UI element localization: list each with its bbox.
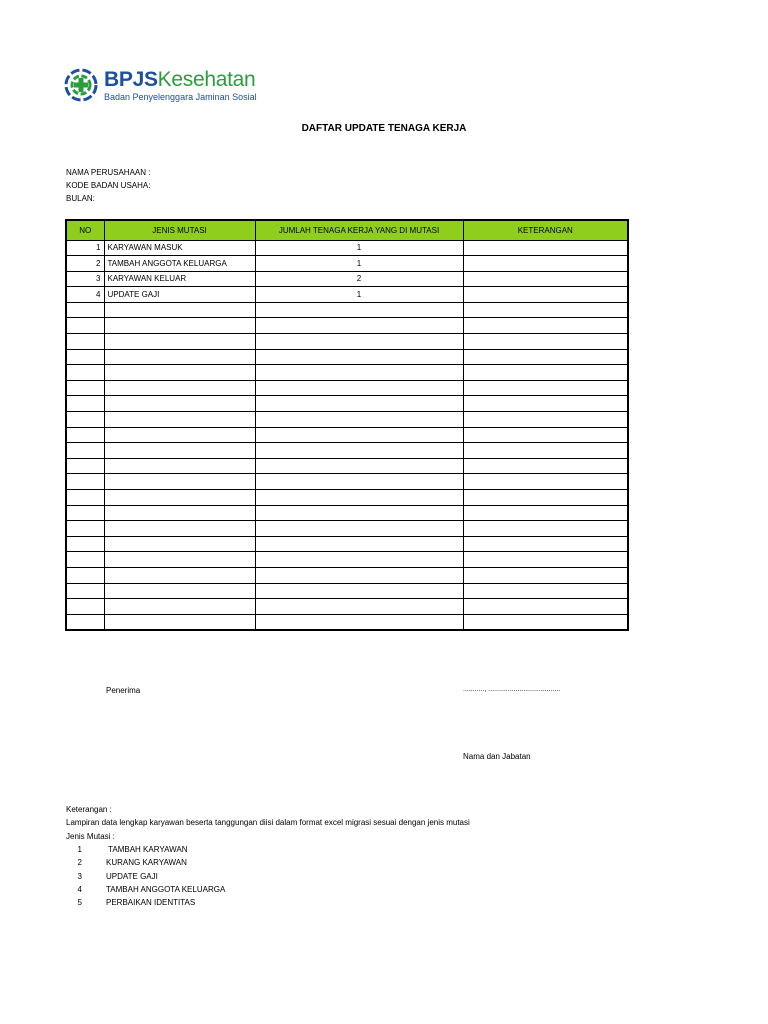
name-title-label: Nama dan Jabatan [463, 752, 531, 761]
remarks-cell [463, 521, 628, 537]
employee-count-cell [255, 490, 463, 506]
place-date-line: ..........., ..................................... [463, 686, 561, 693]
mutation-type-cell [104, 614, 255, 630]
remarks-cell [463, 490, 628, 506]
mutation-type-label: TAMBAH ANGGOTA KELUARGA [106, 885, 226, 895]
mutation-type-cell [104, 599, 255, 615]
mutation-type-item [66, 896, 225, 909]
table-row [66, 380, 628, 396]
table-row [66, 521, 628, 537]
mutation-type-item [66, 870, 225, 883]
logo-brand [104, 69, 257, 90]
table-row [66, 458, 628, 474]
row-number-cell [66, 365, 104, 381]
bpjs-emblem-icon [64, 68, 98, 102]
employee-count-cell: 1 [255, 240, 463, 256]
mutation-type-number: 3 [77, 871, 82, 881]
remarks-cell [463, 396, 628, 412]
notes-section [66, 803, 470, 843]
employee-count-cell [255, 474, 463, 490]
table-row [66, 365, 628, 381]
mutation-type-cell [104, 318, 255, 334]
employee-count-cell [255, 396, 463, 412]
employee-count-cell [255, 349, 463, 365]
employee-count-cell [255, 536, 463, 552]
remarks-cell [463, 412, 628, 428]
document-title: DAFTAR UPDATE TENAGA KERJA [301, 123, 467, 134]
remarks-cell [463, 458, 628, 474]
mutation-type-cell [104, 458, 255, 474]
mutation-type-cell [104, 396, 255, 412]
logo-subtitle: Badan Penyelenggara Jaminan Sosial [104, 91, 257, 102]
row-number-cell [66, 318, 104, 334]
table-row [66, 349, 628, 365]
employee-count-cell: 1 [255, 256, 463, 272]
table-row [66, 505, 628, 521]
row-number-cell [66, 552, 104, 568]
mutation-type-cell [104, 474, 255, 490]
column-header-no: NO [66, 220, 104, 240]
employee-count-cell: 2 [255, 271, 463, 287]
employee-count-cell [255, 583, 463, 599]
column-header-keterangan: KETERANGAN [463, 220, 628, 240]
logo-brand-bpjs: BPJS [104, 67, 158, 91]
table-row [66, 334, 628, 350]
row-number-cell [66, 302, 104, 318]
remarks-cell [463, 536, 628, 552]
table-row [66, 318, 628, 334]
employee-count-cell [255, 458, 463, 474]
row-number-cell: 1 [66, 240, 104, 256]
table-row [66, 599, 628, 615]
mutation-type-cell [104, 552, 255, 568]
table-row [66, 427, 628, 443]
remarks-cell [463, 365, 628, 381]
remarks-cell [463, 567, 628, 583]
row-number-cell [66, 427, 104, 443]
remarks-cell [463, 599, 628, 615]
row-number-cell [66, 521, 104, 537]
row-number-cell [66, 583, 104, 599]
employee-count-cell [255, 614, 463, 630]
row-number-cell [66, 505, 104, 521]
employee-count-cell [255, 599, 463, 615]
employee-count-cell [255, 552, 463, 568]
row-number-cell [66, 614, 104, 630]
remarks-cell [463, 552, 628, 568]
remarks-cell [463, 271, 628, 287]
employee-count-cell [255, 567, 463, 583]
employee-count-cell [255, 302, 463, 318]
row-number-cell [66, 599, 104, 615]
mutation-type-cell [104, 412, 255, 428]
employee-count-cell [255, 505, 463, 521]
mutation-type-number: 1 [77, 845, 82, 855]
table-row [66, 474, 628, 490]
employee-count-cell [255, 380, 463, 396]
remarks-cell [463, 334, 628, 350]
mutation-type-cell [104, 583, 255, 599]
mutation-type-cell [104, 567, 255, 583]
mutation-table [65, 219, 629, 631]
notes-attachment-text: Lampiran data lengkap karyawan beserta tanggungan diisi dalam format excel migrasi sesuai dengan jenis mutasi [66, 818, 470, 828]
table-row [66, 240, 628, 256]
column-header-jumlah: JUMLAH TENAGA KERJA YANG DI MUTASI [255, 220, 463, 240]
remarks-cell [463, 302, 628, 318]
employee-count-cell [255, 334, 463, 350]
business-code-label: KODE BADAN USAHA: [66, 181, 151, 190]
mutation-type-number: 5 [77, 898, 82, 908]
mutation-type-cell [104, 536, 255, 552]
row-number-cell [66, 536, 104, 552]
company-meta [66, 166, 150, 205]
notes-heading: Keterangan : [66, 805, 112, 814]
remarks-cell [463, 614, 628, 630]
table-row [66, 271, 628, 287]
table-row [66, 567, 628, 583]
employee-count-cell [255, 427, 463, 443]
mutation-type-number: 4 [77, 885, 82, 895]
table-row [66, 396, 628, 412]
row-number-cell: 2 [66, 256, 104, 272]
mutation-type-cell [104, 380, 255, 396]
employee-count-cell [255, 318, 463, 334]
notes-mutation-type-heading: Jenis Mutasi : [66, 831, 115, 841]
table-row [66, 583, 628, 599]
remarks-cell [463, 318, 628, 334]
mutation-type-cell [104, 490, 255, 506]
row-number-cell: 4 [66, 287, 104, 303]
table-header-row [66, 220, 628, 240]
mutation-type-label: PERBAIKAN IDENTITAS [106, 898, 196, 908]
remarks-cell [463, 380, 628, 396]
table-row [66, 490, 628, 506]
mutation-type-item [66, 843, 225, 856]
row-number-cell [66, 458, 104, 474]
mutation-type-cell [104, 427, 255, 443]
mutation-type-cell: KARYAWAN MASUK [104, 240, 255, 256]
table-row [66, 256, 628, 272]
mutation-type-cell: TAMBAH ANGGOTA KELUARGA [104, 256, 255, 272]
mutation-type-cell [104, 349, 255, 365]
mutation-type-item [66, 856, 225, 869]
mutation-type-cell [104, 443, 255, 459]
employee-count-cell [255, 412, 463, 428]
company-name-label: NAMA PERUSAHAAN : [66, 168, 151, 177]
mutation-type-cell [104, 505, 255, 521]
logo-brand-kesehatan: Kesehatan [157, 67, 256, 91]
employee-count-cell [255, 521, 463, 537]
remarks-cell [463, 427, 628, 443]
row-number-cell [66, 567, 104, 583]
table-row [66, 552, 628, 568]
row-number-cell [66, 490, 104, 506]
mutation-type-item [66, 883, 225, 896]
table-row [66, 536, 628, 552]
employee-count-cell [255, 443, 463, 459]
mutation-type-cell: KARYAWAN KELUAR [104, 271, 255, 287]
remarks-cell [463, 505, 628, 521]
row-number-cell [66, 443, 104, 459]
row-number-cell [66, 349, 104, 365]
mutation-type-label: TAMBAH KARYAWAN [106, 845, 188, 855]
employee-count-cell [255, 365, 463, 381]
month-label: BULAN: [66, 194, 95, 203]
remarks-cell [463, 287, 628, 303]
row-number-cell [66, 380, 104, 396]
remarks-cell [463, 443, 628, 459]
remarks-cell [463, 474, 628, 490]
bpjs-logo [64, 68, 257, 102]
table-row [66, 412, 628, 428]
table-row [66, 443, 628, 459]
mutation-type-label: UPDATE GAJI [106, 871, 158, 881]
column-header-jenis-mutasi: JENIS MUTASI [104, 220, 255, 240]
remarks-cell [463, 256, 628, 272]
remarks-cell [463, 583, 628, 599]
table-row [66, 614, 628, 630]
mutation-type-list [66, 843, 225, 909]
receiver-label: Penerima [106, 686, 141, 695]
row-number-cell [66, 412, 104, 428]
table-row [66, 287, 628, 303]
row-number-cell: 3 [66, 271, 104, 287]
mutation-type-cell [104, 334, 255, 350]
row-number-cell [66, 334, 104, 350]
mutation-type-cell [104, 302, 255, 318]
mutation-type-number: 2 [77, 858, 82, 868]
mutation-type-cell [104, 365, 255, 381]
remarks-cell [463, 349, 628, 365]
employee-count-cell: 1 [255, 287, 463, 303]
table-row [66, 302, 628, 318]
row-number-cell [66, 474, 104, 490]
mutation-type-cell: UPDATE GAJI [104, 287, 255, 303]
mutation-type-label: KURANG KARYAWAN [106, 858, 187, 868]
remarks-cell [463, 240, 628, 256]
mutation-type-cell [104, 521, 255, 537]
row-number-cell [66, 396, 104, 412]
